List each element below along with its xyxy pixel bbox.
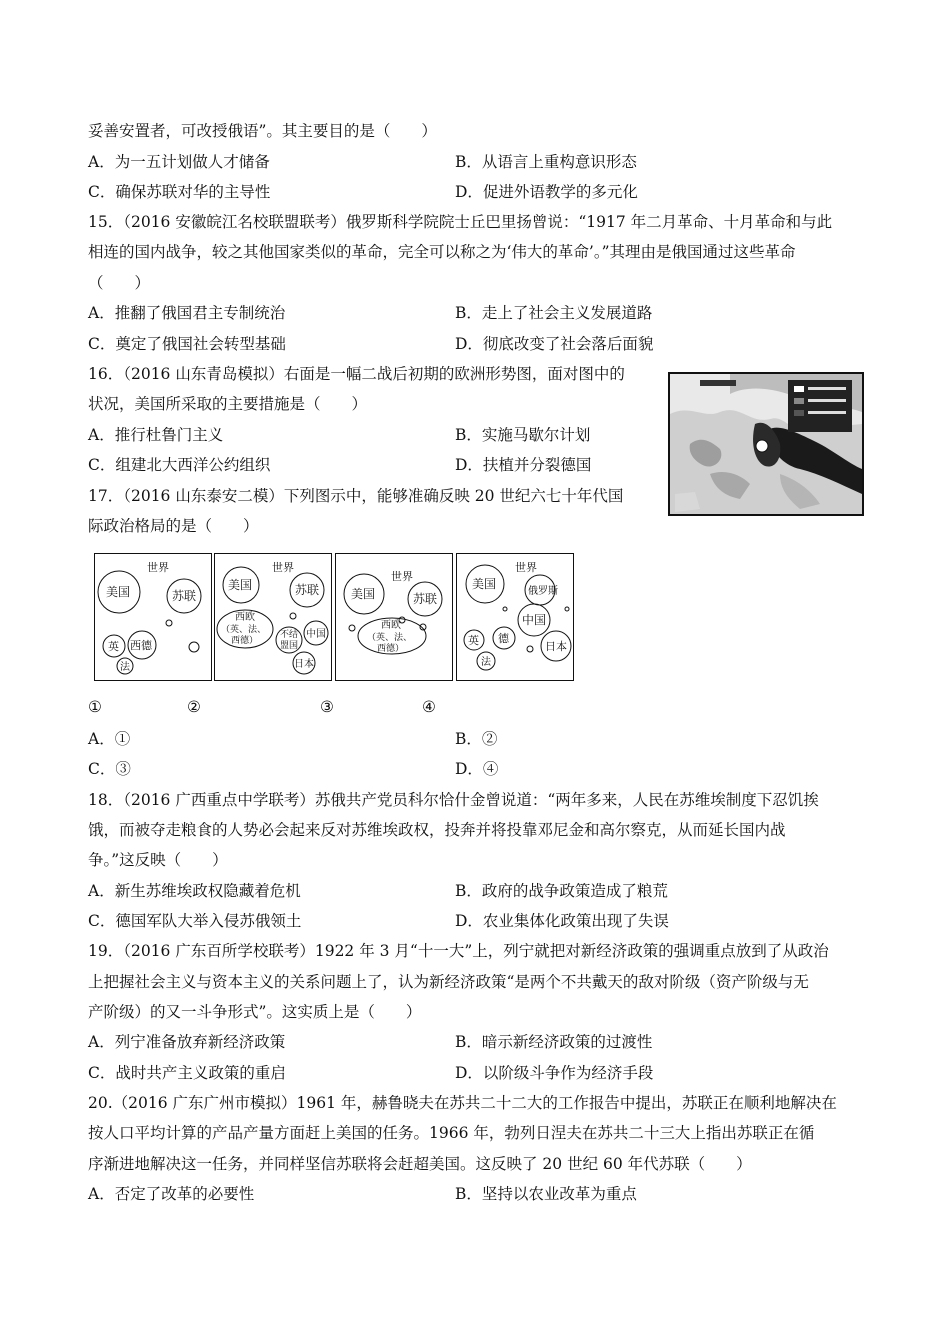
q18-stem-line1: 18．（2016 广西重点中学联考）苏俄共产党员科尔恰什金曾说道：“两年多来，人民在苏维埃制度下忍饥挨 xyxy=(88,791,819,809)
d2-weurope-members-b: 西德） xyxy=(231,636,259,646)
q18-option-b[interactable]: B．政府的战争政策造成了粮荒 xyxy=(455,882,668,900)
q15-option-a[interactable]: A．推翻了俄国君主专制统治 xyxy=(88,304,286,322)
q18-stem-line3: 争。”这反映（ ） xyxy=(88,851,228,869)
d4-france-label: 法 xyxy=(481,657,491,668)
d3-weurope-members-b: 西德） xyxy=(377,644,405,654)
world-diagram-3 xyxy=(335,553,453,681)
diagram-number-2: ② xyxy=(187,698,201,716)
q20-stem-line3: 序渐进地解决这一任务，并同样坚信苏联将会赶超美国。这反映了 20 世纪 60 年代苏联（ ） xyxy=(88,1155,752,1173)
d4-japan-label: 日本 xyxy=(545,640,567,653)
q15-option-b[interactable]: B．走上了社会主义发展道路 xyxy=(455,304,653,322)
q19-stem-line1: 19．（2016 广东百所学校联考）1922 年 3 月“十一大”上，列宁就把对新经济政策的强调重点放到了从政治 xyxy=(88,942,829,960)
q19-option-d[interactable]: D．以阶级斗争作为经济手段 xyxy=(455,1064,654,1082)
q18-option-c[interactable]: C．德国军队大举入侵苏俄领土 xyxy=(88,912,302,930)
europe-situation-map-image xyxy=(668,372,864,516)
q20-stem-line2: 按人口平均计算的产品产量方面赶上美国的任务。1966 年，勃列日涅夫在苏共二十三大上指出苏联正在循 xyxy=(88,1124,815,1142)
d2-usa-label: 美国 xyxy=(228,578,253,592)
q17-option-b[interactable]: B．② xyxy=(455,730,498,748)
q15-stem-line1: 15．（2016 安徽皖江名校联盟联考）俄罗斯科学院院士丘巴里扬曾说：“1917 年二月革命、十月革命和与此 xyxy=(88,213,833,231)
d2-japan-label: 日本 xyxy=(294,659,314,670)
q17-option-c[interactable]: C．③ xyxy=(88,760,131,778)
d4-uk-label: 英 xyxy=(468,634,479,647)
d3-weurope-members-a: （英、法、 xyxy=(367,633,413,643)
q20-stem-line1: 20.（2016 广东广州市模拟）1961 年，赫鲁晓夫在苏共二十二大的工作报告中提出，苏联正在顺利地解决在 xyxy=(88,1094,837,1112)
q16-stem-line1: 16．（2016 山东青岛模拟）右面是一幅二战后初期的欧洲形势图，面对图中的 xyxy=(88,365,625,383)
q14-stem-tail: 妥善安置者，可改授俄语”。其主要目的是（ ） xyxy=(88,122,437,140)
q16-option-d[interactable]: D．扶植并分裂德国 xyxy=(455,456,592,474)
diagram-number-3: ③ xyxy=(320,698,334,716)
q14-option-d[interactable]: D．促进外语教学的多元化 xyxy=(455,183,638,201)
diagram-number-1: ① xyxy=(88,698,102,716)
d2-weurope-members-a: （英、法、 xyxy=(221,625,267,635)
diagram-number-4: ④ xyxy=(422,698,436,716)
world-diagram-2 xyxy=(214,553,332,681)
q18-option-d[interactable]: D．农业集体化政策出现了失误 xyxy=(455,912,669,930)
europe-map-drawing xyxy=(670,374,862,514)
q15-stem-line2: 相连的国内战争，较之其他国家类似的革命，完全可以称之为‘伟大的革命’。”其理由是俄国通过这些革命 xyxy=(88,243,796,261)
q19-option-a[interactable]: A．列宁准备放弃新经济政策 xyxy=(88,1033,286,1051)
q17-option-a[interactable]: A．① xyxy=(88,730,131,748)
q20-option-a[interactable]: A．否定了改革的必要性 xyxy=(88,1185,255,1203)
d2-world-label: 世界 xyxy=(272,561,294,574)
d4-china-label: 中国 xyxy=(522,613,547,627)
d2-ussr-label: 苏联 xyxy=(295,583,320,597)
d1-france-label: 法 xyxy=(120,662,130,673)
d2-nonaligned-a: 不结 xyxy=(280,630,299,640)
q18-stem-line2: 饿，而被夺走粮食的人势必会起来反对苏维埃政权，投奔并将投靠邓尼金和高尔察克，从而延长国内战 xyxy=(88,821,786,839)
q14-option-b[interactable]: B．从语言上重构意识形态 xyxy=(455,153,637,171)
world-diagram-4 xyxy=(456,553,574,681)
d4-world-label: 世界 xyxy=(515,561,537,574)
d4-germany-label: 德 xyxy=(498,632,509,645)
q16-option-a[interactable]: A．推行杜鲁门主义 xyxy=(88,426,224,444)
q19-option-b[interactable]: B．暗示新经济政策的过渡性 xyxy=(455,1033,653,1051)
q14-option-a[interactable]: A．为一五计划做人才储备 xyxy=(88,153,270,171)
q14-option-c[interactable]: C．确保苏联对华的主导性 xyxy=(88,183,271,201)
d1-uk-label: 英 xyxy=(108,640,119,653)
d1-ussr-label: 苏联 xyxy=(172,589,197,603)
q18-option-a[interactable]: A．新生苏维埃政权隐藏着危机 xyxy=(88,882,301,900)
q17-stem-line1: 17．（2016 山东泰安二模）下列图示中，能够准确反映 20 世纪六七十年代国 xyxy=(88,487,624,505)
d1-wgermany-label: 西德 xyxy=(130,639,152,652)
q19-stem-line3: 产阶级）的又一斗争形式”。这实质上是（ ） xyxy=(88,1003,422,1021)
d3-world-label: 世界 xyxy=(391,570,413,583)
d2-china-label: 中国 xyxy=(306,629,326,640)
q15-option-d[interactable]: D．彻底改变了社会落后面貌 xyxy=(455,335,654,353)
q15-stem-line3: （ ） xyxy=(88,274,151,292)
d3-weurope-label: 西欧 xyxy=(381,620,401,631)
d4-usa-label: 美国 xyxy=(472,577,497,591)
d3-usa-label: 美国 xyxy=(351,587,376,601)
q16-stem-line2: 状况，美国所采取的主要措施是（ ） xyxy=(88,395,368,413)
d1-world-label: 世界 xyxy=(147,561,169,574)
world-diagram-1 xyxy=(94,553,212,681)
q20-option-b[interactable]: B．坚持以农业改革为重点 xyxy=(455,1185,637,1203)
q16-option-b[interactable]: B．实施马歇尔计划 xyxy=(455,426,591,444)
q15-option-c[interactable]: C．奠定了俄国社会转型基础 xyxy=(88,335,286,353)
q16-option-c[interactable]: C．组建北大西洋公约组织 xyxy=(88,456,271,474)
d2-weurope-label: 西欧 xyxy=(235,612,255,623)
q19-option-c[interactable]: C．战时共产主义政策的重启 xyxy=(88,1064,286,1082)
q19-stem-line2: 上把握社会主义与资本主义的关系问题上了，认为新经济政策“是两个不共戴天的敌对阶级（资产阶级与无 xyxy=(88,973,809,991)
d1-usa-label: 美国 xyxy=(106,585,131,599)
d2-nonaligned-b: 盟国 xyxy=(280,641,299,651)
q17-option-d[interactable]: D．④ xyxy=(455,760,499,778)
d3-ussr-label: 苏联 xyxy=(413,592,438,606)
d4-russia-label: 俄罗斯 xyxy=(528,586,558,597)
q17-stem-line2: 际政治格局的是（ ） xyxy=(88,517,259,535)
